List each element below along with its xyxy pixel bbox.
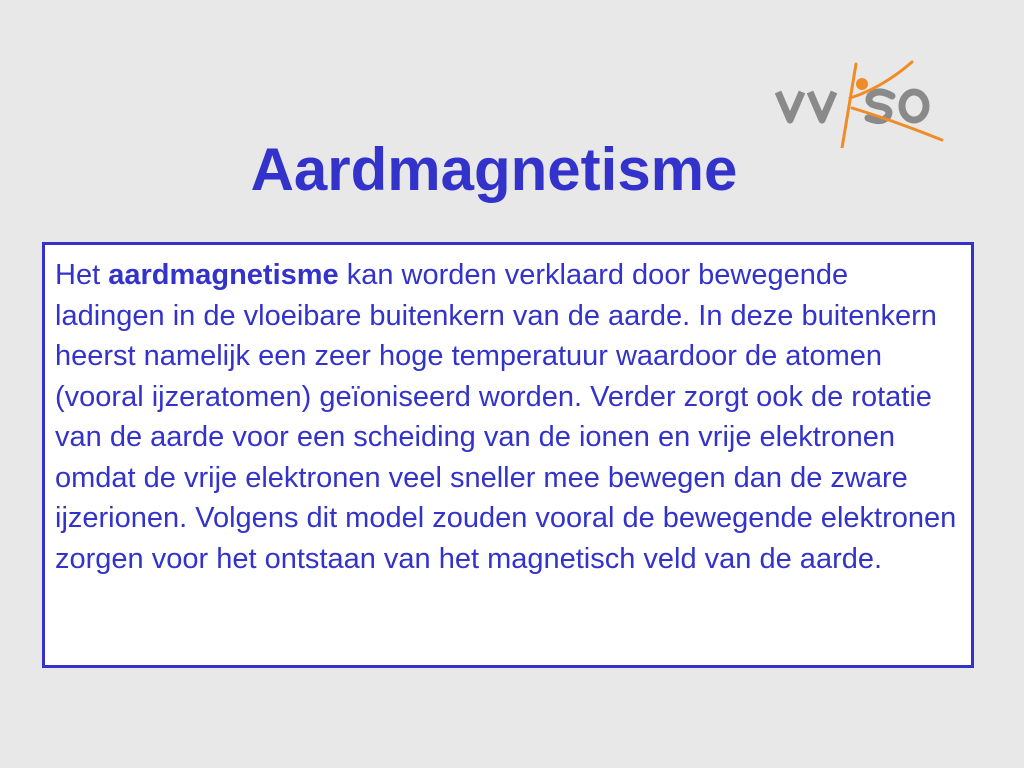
body-paragraph <box>55 255 965 579</box>
slide-title: Aardmagnetisme <box>250 136 738 203</box>
body-text: kan worden verklaard door bewegende ladingen in de vloeibare buitenkern van de aarde. In deze buitenkern heerst namelijk een zeer hoge temperatuur waardoor de atomen (vooral ijzeratomen) geïoniseerd worden. Verder zorgt ook de rotatie van de aarde voor een scheiding van de ionen en vrije elektronen omdat de vrije elektronen veel sneller mee bewegen dan de zware ijzerionen. Volgens dit model zouden vooral de bewegende elektronen zorgen voor het ontstaan van het magnetisch veld van de aarde. <box>55 259 957 575</box>
content-box <box>42 242 974 668</box>
body-prefix: Het <box>55 259 109 291</box>
body-bold-term: aardmagnetisme <box>108 259 339 291</box>
